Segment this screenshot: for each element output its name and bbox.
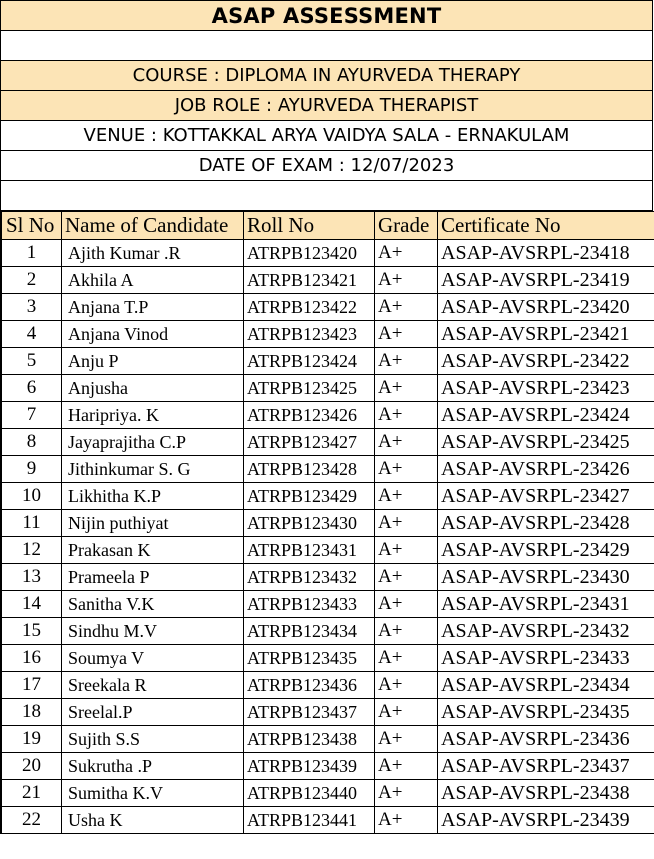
roll-no-cell: ATRPB123439 xyxy=(244,753,375,780)
certificate-no-cell: ASAP-AVSRPL-23427 xyxy=(438,483,654,510)
column-header-grade: Grade xyxy=(375,212,438,240)
sl-no-cell: 2 xyxy=(2,267,62,294)
candidate-name-cell: Soumya V xyxy=(62,645,244,672)
candidate-name-cell: Prameela P xyxy=(62,564,244,591)
sl-no-cell: 15 xyxy=(2,618,62,645)
certificate-no-cell: ASAP-AVSRPL-23420 xyxy=(438,294,654,321)
candidate-name-cell: Anjusha xyxy=(62,375,244,402)
certificate-no-cell: ASAP-AVSRPL-23430 xyxy=(438,564,654,591)
candidate-name-cell: Sreelal.P xyxy=(62,699,244,726)
grade-cell: A+ xyxy=(375,672,438,699)
candidate-name-cell: Anjana Vinod xyxy=(62,321,244,348)
certificate-no-cell: ASAP-AVSRPL-23435 xyxy=(438,699,654,726)
candidate-name-cell: Akhila A xyxy=(62,267,244,294)
sl-no-cell: 12 xyxy=(2,537,62,564)
grade-cell: A+ xyxy=(375,321,438,348)
certificate-no-cell: ASAP-AVSRPL-23418 xyxy=(438,240,654,267)
certificate-no-cell: ASAP-AVSRPL-23436 xyxy=(438,726,654,753)
grade-cell: A+ xyxy=(375,699,438,726)
grade-cell: A+ xyxy=(375,294,438,321)
sl-no-cell: 8 xyxy=(2,429,62,456)
course-row: COURSE : DIPLOMA IN AYURVEDA THERAPY xyxy=(1,61,653,91)
candidate-name-cell: Jithinkumar S. G xyxy=(62,456,244,483)
grade-cell: A+ xyxy=(375,537,438,564)
candidate-name-cell: Sujith S.S xyxy=(62,726,244,753)
blank-row xyxy=(1,181,653,211)
column-header-sl-no: Sl No xyxy=(2,212,62,240)
table-row xyxy=(2,726,654,753)
sl-no-cell: 17 xyxy=(2,672,62,699)
roll-no-cell: ATRPB123431 xyxy=(244,537,375,564)
certificate-no-cell: ASAP-AVSRPL-23426 xyxy=(438,456,654,483)
sl-no-cell: 16 xyxy=(2,645,62,672)
candidate-name-cell: Sanitha V.K xyxy=(62,591,244,618)
sl-no-cell: 21 xyxy=(2,780,62,807)
grade-cell: A+ xyxy=(375,753,438,780)
certificate-no-cell: ASAP-AVSRPL-23433 xyxy=(438,645,654,672)
table-row xyxy=(2,780,654,807)
blank-row xyxy=(1,31,653,61)
certificate-no-cell: ASAP-AVSRPL-23431 xyxy=(438,591,654,618)
table-row xyxy=(2,699,654,726)
sl-no-cell: 11 xyxy=(2,510,62,537)
roll-no-cell: ATRPB123423 xyxy=(244,321,375,348)
grade-cell: A+ xyxy=(375,267,438,294)
table-row xyxy=(2,267,654,294)
roll-no-cell: ATRPB123441 xyxy=(244,807,375,834)
sl-no-cell: 20 xyxy=(2,753,62,780)
column-header-name: Name of Candidate xyxy=(62,212,244,240)
sl-no-cell: 4 xyxy=(2,321,62,348)
certificate-no-cell: ASAP-AVSRPL-23419 xyxy=(438,267,654,294)
certificate-no-cell: ASAP-AVSRPL-23439 xyxy=(438,807,654,834)
roll-no-cell: ATRPB123434 xyxy=(244,618,375,645)
roll-no-cell: ATRPB123421 xyxy=(244,267,375,294)
certificate-no-cell: ASAP-AVSRPL-23424 xyxy=(438,402,654,429)
grade-cell: A+ xyxy=(375,483,438,510)
roll-no-cell: ATRPB123424 xyxy=(244,348,375,375)
table-row xyxy=(2,402,654,429)
roll-no-cell: ATRPB123427 xyxy=(244,429,375,456)
candidate-name-cell: Anju P xyxy=(62,348,244,375)
table-row xyxy=(2,321,654,348)
sl-no-cell: 9 xyxy=(2,456,62,483)
roll-no-cell: ATRPB123435 xyxy=(244,645,375,672)
grade-cell: A+ xyxy=(375,375,438,402)
candidate-name-cell: Sreekala R xyxy=(62,672,244,699)
grade-cell: A+ xyxy=(375,510,438,537)
roll-no-cell: ATRPB123420 xyxy=(244,240,375,267)
table-body xyxy=(2,240,654,834)
table-header-row xyxy=(2,212,654,240)
candidate-name-cell: Ajith Kumar .R xyxy=(62,240,244,267)
roll-no-cell: ATRPB123436 xyxy=(244,672,375,699)
column-header-certificate-no: Certificate No xyxy=(438,212,654,240)
column-header-roll-no: Roll No xyxy=(244,212,375,240)
candidate-name-cell: Anjana T.P xyxy=(62,294,244,321)
candidate-name-cell: Usha K xyxy=(62,807,244,834)
grade-cell: A+ xyxy=(375,726,438,753)
grade-cell: A+ xyxy=(375,591,438,618)
certificate-no-cell: ASAP-AVSRPL-23425 xyxy=(438,429,654,456)
grade-cell: A+ xyxy=(375,240,438,267)
exam-date-row: DATE OF EXAM : 12/07/2023 xyxy=(1,151,653,181)
certificate-no-cell: ASAP-AVSRPL-23429 xyxy=(438,537,654,564)
roll-no-cell: ATRPB123437 xyxy=(244,699,375,726)
table-row xyxy=(2,618,654,645)
roll-no-cell: ATRPB123429 xyxy=(244,483,375,510)
certificate-no-cell: ASAP-AVSRPL-23438 xyxy=(438,780,654,807)
venue-row: VENUE : KOTTAKKAL ARYA VAIDYA SALA - ERNAKULAM xyxy=(1,121,653,151)
job-role-row: JOB ROLE : AYURVEDA THERAPIST xyxy=(1,91,653,121)
table-row xyxy=(2,645,654,672)
certificate-no-cell: ASAP-AVSRPL-23422 xyxy=(438,348,654,375)
table-row xyxy=(2,429,654,456)
roll-no-cell: ATRPB123433 xyxy=(244,591,375,618)
table-row xyxy=(2,537,654,564)
sl-no-cell: 6 xyxy=(2,375,62,402)
roll-no-cell: ATRPB123438 xyxy=(244,726,375,753)
roll-no-cell: ATRPB123422 xyxy=(244,294,375,321)
table-row xyxy=(2,456,654,483)
grade-cell: A+ xyxy=(375,780,438,807)
certificate-no-cell: ASAP-AVSRPL-23432 xyxy=(438,618,654,645)
candidate-name-cell: Nijin puthiyat xyxy=(62,510,244,537)
certificate-no-cell: ASAP-AVSRPL-23437 xyxy=(438,753,654,780)
grade-cell: A+ xyxy=(375,456,438,483)
grade-cell: A+ xyxy=(375,618,438,645)
sl-no-cell: 10 xyxy=(2,483,62,510)
table-row xyxy=(2,294,654,321)
sl-no-cell: 1 xyxy=(2,240,62,267)
sl-no-cell: 14 xyxy=(2,591,62,618)
grade-cell: A+ xyxy=(375,402,438,429)
roll-no-cell: ATRPB123425 xyxy=(244,375,375,402)
candidate-name-cell: Sukrutha .P xyxy=(62,753,244,780)
roll-no-cell: ATRPB123428 xyxy=(244,456,375,483)
grade-cell: A+ xyxy=(375,807,438,834)
sl-no-cell: 19 xyxy=(2,726,62,753)
sl-no-cell: 22 xyxy=(2,807,62,834)
grade-cell: A+ xyxy=(375,645,438,672)
sl-no-cell: 5 xyxy=(2,348,62,375)
grade-cell: A+ xyxy=(375,348,438,375)
certificate-no-cell: ASAP-AVSRPL-23434 xyxy=(438,672,654,699)
certificate-no-cell: ASAP-AVSRPL-23421 xyxy=(438,321,654,348)
roll-no-cell: ATRPB123430 xyxy=(244,510,375,537)
table-row xyxy=(2,348,654,375)
table-row xyxy=(2,510,654,537)
certificate-no-cell: ASAP-AVSRPL-23423 xyxy=(438,375,654,402)
certificate-no-cell: ASAP-AVSRPL-23428 xyxy=(438,510,654,537)
candidate-table xyxy=(1,211,654,834)
grade-cell: A+ xyxy=(375,429,438,456)
candidate-name-cell: Likhitha K.P xyxy=(62,483,244,510)
roll-no-cell: ATRPB123432 xyxy=(244,564,375,591)
sl-no-cell: 13 xyxy=(2,564,62,591)
table-row xyxy=(2,483,654,510)
candidate-name-cell: Prakasan K xyxy=(62,537,244,564)
sheet-title: ASAP ASSESSMENT xyxy=(1,1,653,31)
sl-no-cell: 7 xyxy=(2,402,62,429)
table-row xyxy=(2,753,654,780)
candidate-name-cell: Jayaprajitha C.P xyxy=(62,429,244,456)
table-row xyxy=(2,375,654,402)
table-row xyxy=(2,672,654,699)
grade-cell: A+ xyxy=(375,564,438,591)
candidate-name-cell: Sumitha K.V xyxy=(62,780,244,807)
roll-no-cell: ATRPB123426 xyxy=(244,402,375,429)
roll-no-cell: ATRPB123440 xyxy=(244,780,375,807)
table-row xyxy=(2,564,654,591)
sl-no-cell: 18 xyxy=(2,699,62,726)
candidate-name-cell: Sindhu M.V xyxy=(62,618,244,645)
sl-no-cell: 3 xyxy=(2,294,62,321)
candidate-name-cell: Haripriya. K xyxy=(62,402,244,429)
table-row xyxy=(2,240,654,267)
table-row xyxy=(2,807,654,834)
table-row xyxy=(2,591,654,618)
